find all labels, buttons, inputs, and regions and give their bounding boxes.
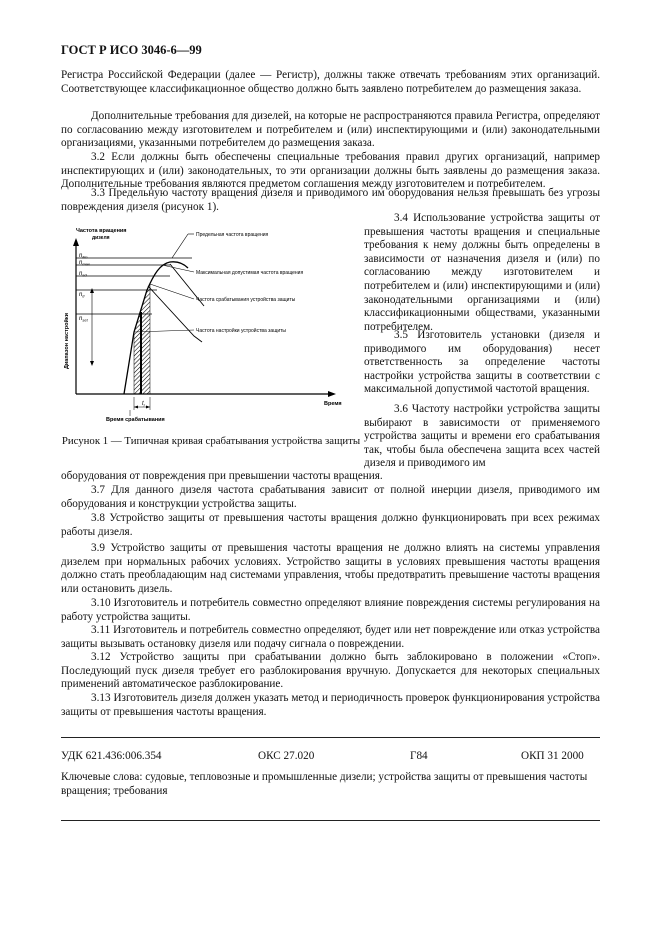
speed-curve — [124, 262, 188, 394]
paragraph-additional-requirements: Дополнительные требования для дизелей, на которые не распространяются правила Регистра, определяют по согласованию между изготовителем и потребителем и (или) инспектирующими и (или) законодательными организациями, указанными потребителем до размещения заказа. — [61, 110, 600, 150]
paragraph-3-6-continued: оборудования от повреждения при превышении частоты вращения. — [61, 470, 383, 482]
label-trip-speed: Частота срабатывания устройства защиты — [196, 297, 296, 303]
paragraph-3-11: 3.11 Изготовитель и потребитель совместно определяют, будет или нет повреждение или отказ устройства защиты вызывать остановку дизеля или подачу сигнала о повреждении. — [61, 624, 600, 650]
paragraph-3-3: 3.3 Предельную частоту вращения дизеля и приводимого им оборудования нельзя превышать без угрозы повреждения дизеля (рисунок 1). — [61, 187, 600, 213]
decay-curve — [148, 286, 202, 342]
footer-g: Г84 — [410, 750, 428, 762]
paragraph-3-5: 3.5 Изготовитель установки (дизеля и приводимого им оборудования) несет ответственность за определение частоты настройки устройства защиты в соответствии с максимальной допустимой частотой вращения. — [364, 329, 600, 396]
symbol-n-tr: $n_{tr}$ — [79, 292, 85, 299]
y-axis-top-label-1: Частота вращения — [76, 228, 127, 234]
paragraph-3-8: 3.8 Устройство защиты от превышения частоты вращения должно функционировать при всех режимах работы дизеля. — [61, 512, 600, 538]
paragraph-3-9: 3.9 Устройство защиты от превышения частоты вращения не должно влиять на системы управления дизелем при нормальных рабочих условиях. Устройство защиты в условиях превышения частоты вращения должно стать преобладающим над системами управления, чтобы предотвратить превышение частоты вращения или остановить дизель. — [61, 542, 600, 595]
footer-bottom-rule — [61, 820, 600, 821]
symbol-n-max: $n_{max}$ — [79, 260, 90, 267]
symbol-t: $t_r$ — [142, 401, 146, 408]
paragraph-3-13: 3.13 Изготовитель дизеля должен указать метод и периодичность проверок функционирования устройства защиты от превышения частоты вращения. — [61, 692, 600, 718]
document-header: ГОСТ Р ИСО 3046-6—99 — [61, 43, 202, 57]
footer-okp: ОКП 31 2000 — [521, 750, 584, 762]
figure-response-curve — [62, 224, 358, 424]
footer-keywords: Ключевые слова: судовые, тепловозные и промышленные дизели; устройства защиты от превышения частоты вращения; требования — [61, 771, 588, 797]
y-axis-side-label: Диапазон настройки — [64, 313, 70, 369]
symbol-n-set: $n_{set}$ — [79, 316, 88, 323]
paragraph-3-2: 3.2 Если должны быть обеспечены специальные требования правил других организаций, например инспектирующих и (или) законодательных, то эти организации должны быть заявлены до размещения заказа. Дополнительные требования являются предметом соглашения между изготовителем и потребителем. — [61, 151, 600, 191]
paragraph-3-10: 3.10 Изготовитель и потребитель совместно определяют влияние повреждения системы регулирования на работу устройства защиты. — [61, 597, 600, 623]
x-axis-arrow — [328, 391, 336, 397]
footer-oks: ОКС 27.020 — [258, 750, 315, 762]
paragraph-intro: Регистра Российской Федерации (далее — Регистр), должны также отвечать требованиям этих организаций. Соответствующее классификационное общество должно быть заявлено потребителем до размещения заказа. — [61, 69, 600, 95]
x-axis-label: Время — [324, 401, 342, 407]
figure-caption: Рисунок 1 — Типичная кривая срабатывания устройства защиты — [61, 435, 361, 447]
label-limit-speed: Предельная частота вращения — [196, 232, 269, 238]
label-setting-speed: Частота настройки устройства защиты — [196, 328, 286, 334]
paragraph-3-7: 3.7 Для данного дизеля частота срабатывания зависит от полной инерции дизеля, приводимого им оборудования и конструкции устройства защиты. — [61, 484, 600, 510]
paragraph-3-12: 3.12 Устройство защиты при срабатывании должно быть заблокировано в положении «Стоп». Последующий пуск дизеля требует его разблокирования вручную. Допускается для некоторых специальных применений автоматическое разблокирование. — [61, 651, 600, 691]
footer-udk: УДК 621.436:006.354 — [61, 750, 162, 762]
symbol-n-sd: $n_{sd}$ — [79, 271, 87, 278]
paragraph-3-4: 3.4 Использование устройства защиты от превышения частоты вращения и специальные требования к нему должны быть определены в зависимости от назначения дизеля и (или) по согласованию между изготовителем и потребителем и (или) инспектирующими и (или) законодательными организациями и (или) классификационными обществами, указанными потребителем. — [364, 212, 600, 333]
paragraph-3-6: 3.6 Частоту настройки устройства защиты выбирают в зависимости от применяемого устройства защиты и времени его срабатывания так, чтобы была обеспечена защита всех частей дизеля и приводимого им — [364, 403, 600, 470]
label-max-allowed-speed: Максимальная допустимая частота вращения — [196, 270, 304, 276]
footer-top-rule — [61, 737, 600, 738]
symbol-n-lim: $n_{lim}$ — [79, 253, 88, 260]
y-axis-arrow — [73, 238, 79, 246]
label-response-time: Время срабатывания — [106, 417, 165, 423]
y-axis-top-label-2: дизеля — [92, 235, 110, 241]
